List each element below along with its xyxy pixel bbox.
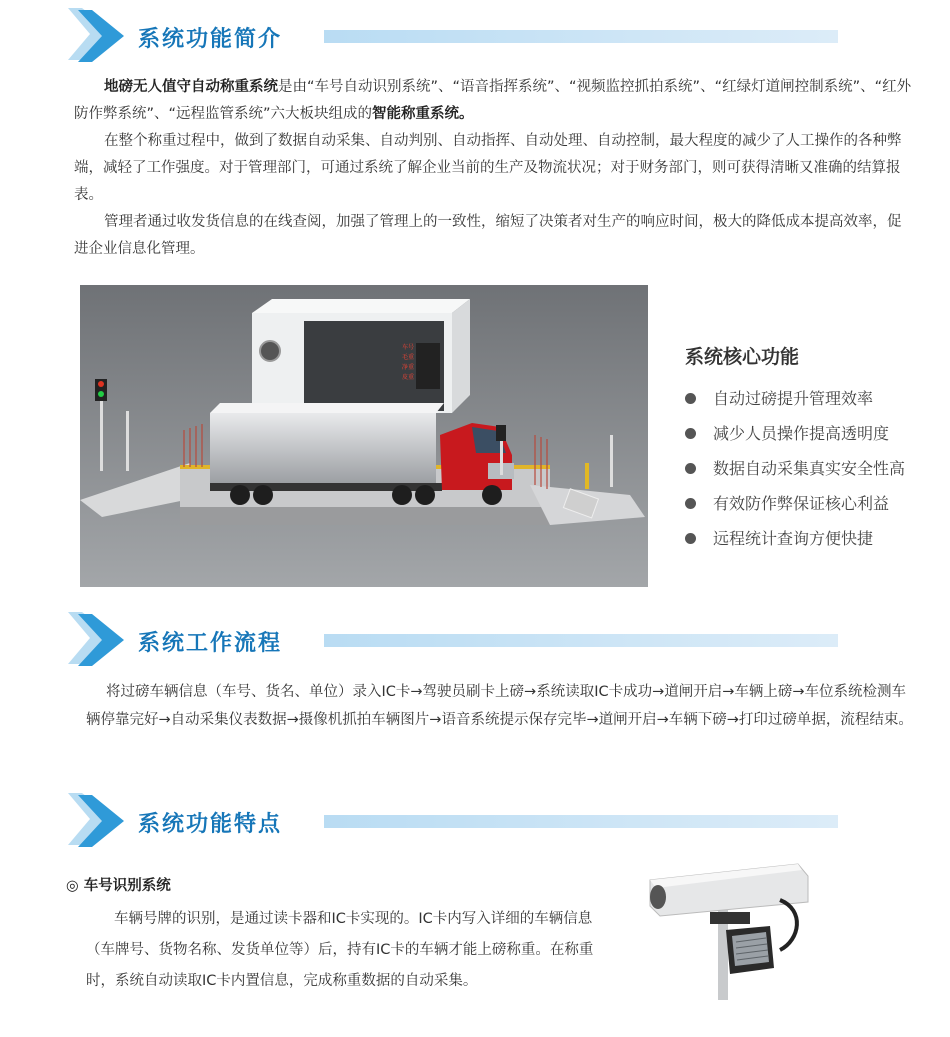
list-item-label: 远程统计查询方便快捷 [713, 529, 874, 548]
feature-paragraph: 车辆号牌的识别，是通过读卡器和IC卡实现的。IC卡内写入详细的车辆信息（车牌号、货物名称、发货单位等）后，持有IC卡的车辆才能上磅称重。在称重时，系统自动读取IC卡内置信息，完成称重数据的自动采集。 [86, 911, 594, 989]
section-title: 系统功能简介 [138, 27, 283, 52]
list-item-label: 减少人员操作提高透明度 [713, 424, 890, 443]
camera-illustration [630, 850, 840, 1000]
intro-paragraph-3: 管理者通过收发货信息的在线查阅，加强了管理上的一致性，缩短了决策者对生产的响应时间，极大的降低成本提高效率，促进企业信息化管理。 [74, 214, 902, 257]
weighbridge-illustration [80, 285, 648, 587]
display-line: 皮重 [402, 374, 415, 381]
display-line: 毛重 [402, 354, 415, 361]
list-item [685, 486, 935, 521]
intro-paragraph-2: 在整个称重过程中，做到了数据自动采集、自动判别、自动指挥、自动处理、自动控制，最大程度的减少了人工操作的各种弊端，减轻了工作强度。对于管理部门，可通过系统了解企业当前的生产及物流状况；对于财务部门，则可获得清晰又准确的结算报表。 [74, 133, 902, 203]
list-item [685, 416, 935, 451]
workflow-text [86, 678, 916, 734]
bullet-icon [685, 463, 696, 474]
section-title: 系统功能特点 [138, 812, 283, 837]
core-functions-title: 系统核心功能 [685, 346, 800, 368]
intro-paragraph-1-body: 是由“车号自动识别系统”、“语音指挥系统”、“视频监控抓拍系统”、“红绿灯道闸控制系统”、“红外防作弊系统”、“远程监管系统”六大板块组成的 [74, 79, 912, 122]
bullet-icon [685, 533, 696, 544]
list-item-label: 自动过磅提升管理效率 [713, 389, 874, 408]
section-divider-bar [324, 815, 838, 828]
bullet-icon [685, 428, 696, 439]
chevron-arrow-icon [68, 793, 124, 849]
intro-bold-tail: 智能称重系统。 [372, 106, 474, 122]
list-item [685, 381, 935, 416]
section-header-intro [68, 8, 848, 64]
list-item-label: 有效防作弊保证核心利益 [713, 494, 890, 513]
chevron-arrow-icon [68, 8, 124, 64]
display-line: 车号 [402, 344, 415, 351]
section-header-workflow [68, 612, 848, 668]
section-divider-bar [324, 30, 838, 43]
section-divider-bar [324, 634, 838, 647]
section-title: 系统工作流程 [138, 631, 283, 656]
display-line: 净重 [402, 364, 415, 371]
feature-text [86, 904, 596, 997]
list-item [685, 451, 935, 486]
intro-text [74, 74, 914, 263]
workflow-paragraph: 将过磅车辆信息（车号、货名、单位）录入IC卡→驾驶员刷卡上磅→系统读取IC卡成功→道闸开启→车辆上磅→车位系统检测车辆停靠完好→自动采集仪表数据→摄像机抓拍车辆图片→语音系统提示保存完毕→道闸开启→车辆下磅→打印过磅单据，流程结束。 [86, 684, 913, 728]
intro-paragraph-1 [74, 74, 914, 128]
list-item-label: 数据自动采集真实安全性高 [713, 459, 906, 478]
chevron-arrow-icon [68, 612, 124, 668]
list-item [685, 521, 935, 556]
feature-subtitle: ◎ 车号识别系统 [66, 878, 171, 894]
section-header-features [68, 793, 848, 849]
bullet-icon [685, 498, 696, 509]
core-functions [685, 342, 935, 556]
bullet-icon [685, 393, 696, 404]
intro-bold-lead: 地磅无人值守自动称重系统 [104, 79, 278, 95]
